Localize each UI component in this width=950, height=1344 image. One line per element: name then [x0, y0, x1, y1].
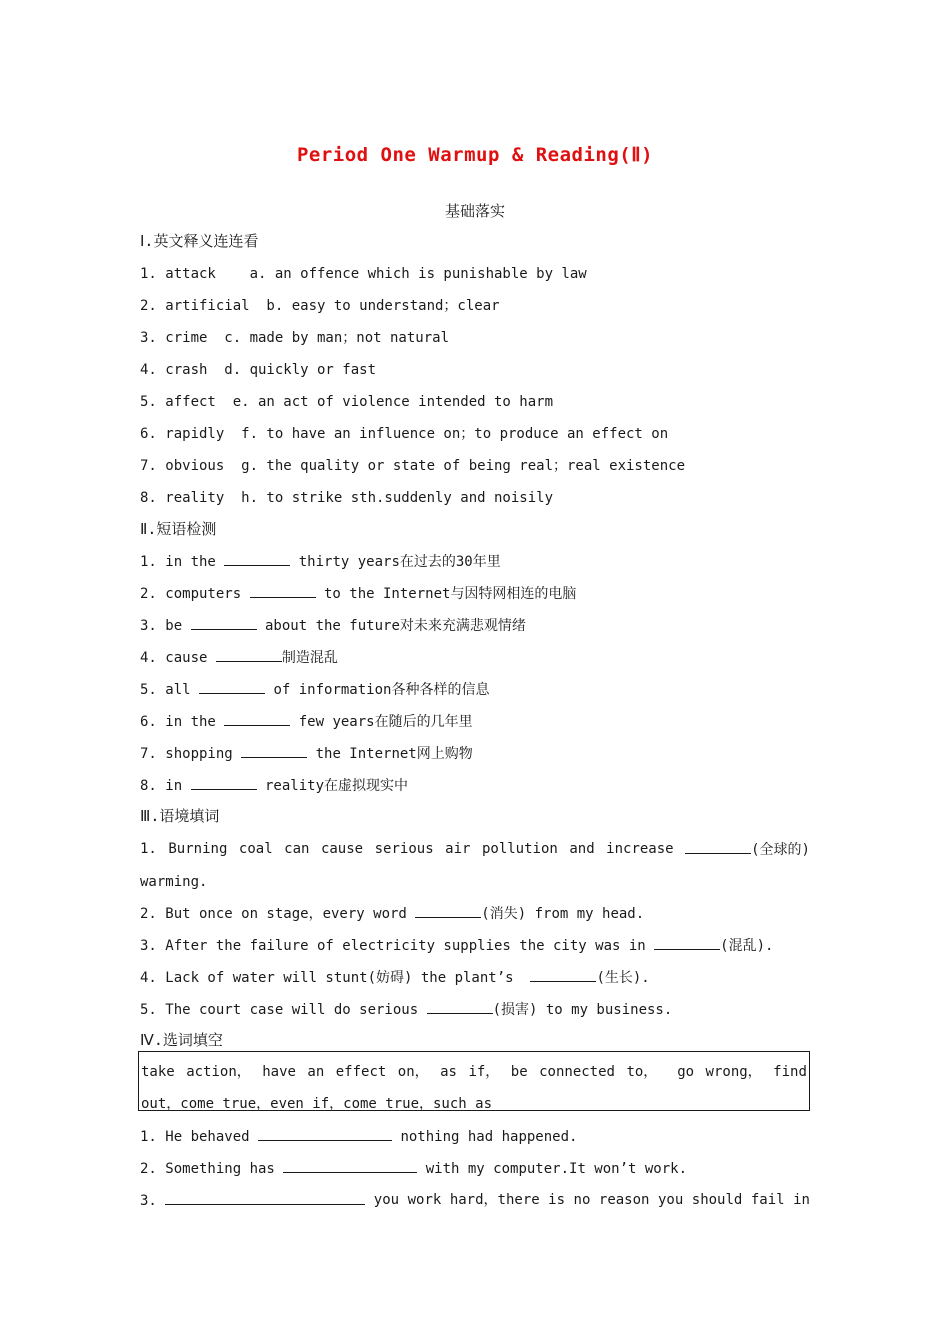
fill-item: 3. After the failure of electricity supplies the city was in (混乱). [140, 935, 773, 956]
phrase-item: 7. shopping the Internet网上购物 [140, 743, 473, 764]
phrase-item: 4. cause 制造混乱 [140, 647, 338, 668]
answer-blank[interactable] [216, 647, 282, 662]
page-title: Period One Warmup & Reading(Ⅱ) [296, 144, 654, 166]
word-bank-box [138, 1051, 810, 1111]
choice-item: 2. Something has with my computer.It won’t work. [140, 1158, 687, 1179]
match-item: 1. attack a. an offence which is punishable by law [140, 266, 587, 282]
section-subtitle: 基础落实 [444, 202, 505, 220]
answer-blank[interactable] [191, 775, 257, 790]
answer-blank[interactable] [241, 743, 307, 758]
answer-blank[interactable] [415, 903, 481, 918]
answer-blank[interactable] [427, 999, 493, 1014]
section-1-heading: Ⅰ.英文释义连连看 [140, 232, 259, 250]
answer-blank[interactable] [258, 1126, 392, 1141]
match-item: 7. obvious g. the quality or state of being real；real existence [140, 458, 686, 474]
answer-blank[interactable] [199, 679, 265, 694]
phrase-item: 2. computers to the Internet与因特网相连的电脑 [140, 583, 576, 604]
answer-blank[interactable] [654, 935, 720, 950]
fill-item-continued: warming. [140, 874, 208, 890]
match-item: 4. crash d. quickly or fast [140, 362, 377, 378]
phrase-item: 8. in reality在虚拟现实中 [140, 775, 408, 796]
answer-blank[interactable] [283, 1158, 417, 1173]
section-2-heading: Ⅱ.短语检测 [140, 520, 217, 538]
match-item: 2. artificial b. easy to understand；clear [140, 298, 500, 314]
answer-blank[interactable] [685, 839, 751, 854]
match-item: 5. affect e. an act of violence intended to harm [140, 394, 554, 410]
section-4-heading: Ⅳ.选词填空 [140, 1031, 223, 1049]
match-item: 6. rapidly f. to have an influence on；to produce an effect on [140, 426, 669, 442]
fill-item: 4. Lack of water will stunt(妨碍) the plant’s (生长). [140, 967, 650, 988]
choice-item: 3. you work hard，there is no reason you should fail in [140, 1192, 810, 1209]
phrase-item: 3. be about the future对未来充满悲观情绪 [140, 615, 526, 636]
phrase-item: 5. all of information各种各样的信息 [140, 679, 489, 700]
word-bank-line: take action， have an effect on， as if， be connected to， go wrong， find [141, 1064, 807, 1080]
choice-item: 1. He behaved nothing had happened. [140, 1126, 577, 1147]
answer-blank[interactable] [250, 583, 316, 598]
match-item: 8. reality h. to strike sth.suddenly and noisily [140, 490, 554, 506]
answer-blank[interactable] [224, 551, 290, 566]
answer-blank[interactable] [530, 967, 596, 982]
section-3-heading: Ⅲ.语境填词 [140, 807, 220, 825]
phrase-item: 1. in the thirty years在过去的30年里 [140, 551, 501, 572]
answer-blank[interactable] [224, 711, 290, 726]
phrase-item: 6. in the few years在随后的几年里 [140, 711, 473, 732]
word-bank-line: out，come true，even if，come true，such as [141, 1096, 493, 1112]
fill-item: 1. Burning coal can cause serious air pollution and increase (全球的) [140, 841, 810, 858]
match-item: 3. crime c. made by man；not natural [140, 330, 450, 346]
fill-item: 2. But once on stage，every word (消失) from my head. [140, 903, 644, 924]
fill-item: 5. The court case will do serious (损害) to my business. [140, 999, 672, 1020]
answer-blank[interactable] [191, 615, 257, 630]
answer-blank[interactable] [165, 1190, 365, 1205]
